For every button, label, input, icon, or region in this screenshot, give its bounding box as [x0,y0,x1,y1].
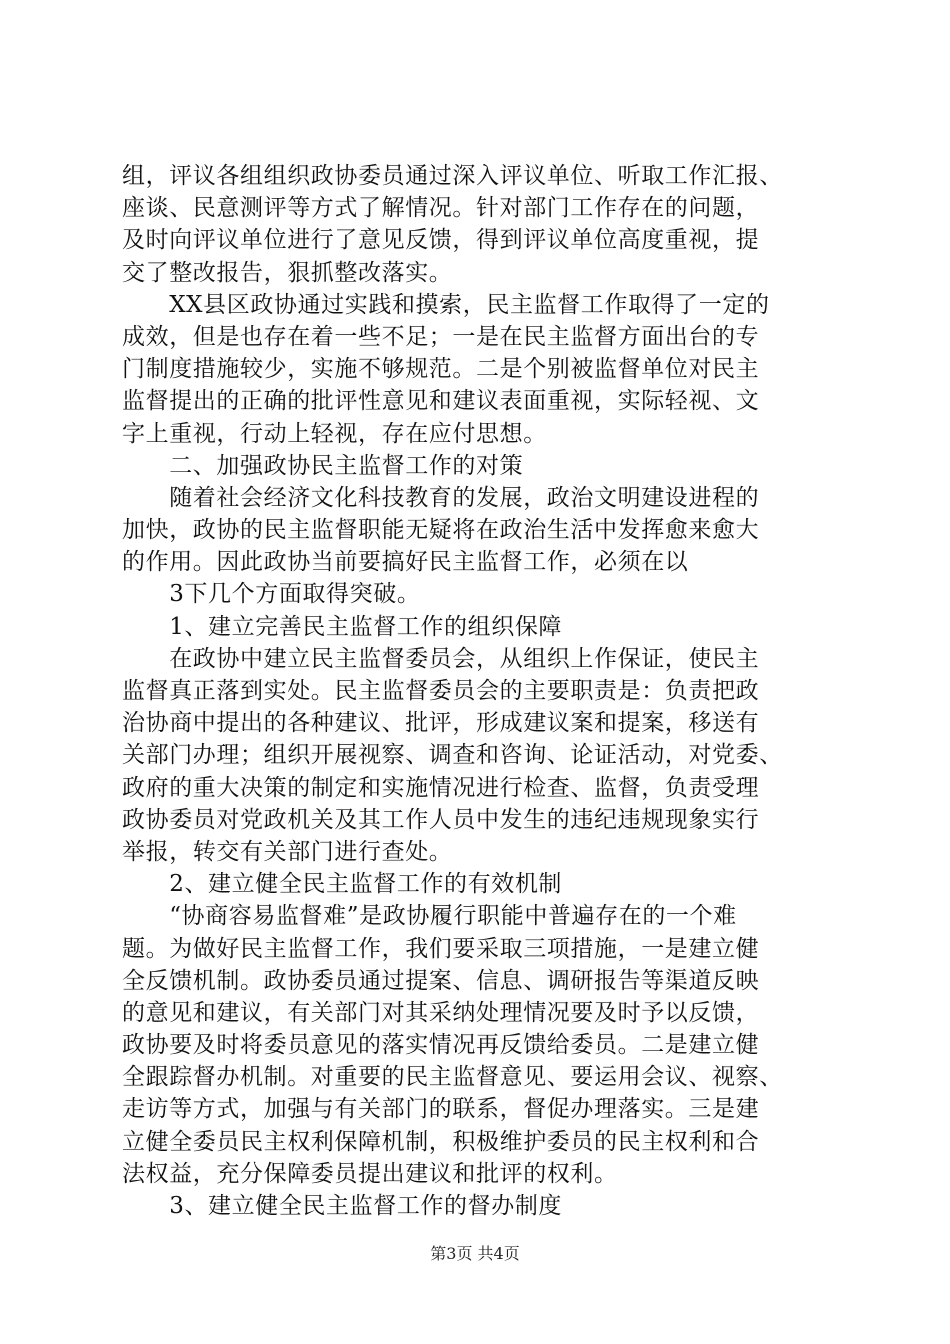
document-body [122,160,834,1222]
text-line: 组，评议各组组织政协委员通过深入评议单位、听取工作汇报、 [122,163,783,189]
text-line: 关部门办理；组织开展视察、调查和咨询、论证活动，对党委、 [122,742,783,769]
text-line: 立健全委员民主权利保障机制，积极维护委员的民主权利和合 [122,1128,760,1155]
text-line: 字上重视，行动上轻视，存在应付思想。 [122,420,547,447]
page-number-footer: 第3页 共4页 [430,1244,520,1263]
text-line: 政府的重大决策的制定和实施情况进行检查、监督，负责受理 [122,774,760,801]
text-line: 及时向评议单位进行了意见反馈，得到评议单位高度重视，提 [122,227,760,254]
text-line: 治协商中提出的各种建议、批评，形成建议案和提案，移送有 [122,710,760,737]
text-line: 监督真正落到实处。民主监督委员会的主要职责是：负责把政 [122,678,760,704]
text-line: 题。为做好民主监督工作，我们要采取三项措施，一是建立健 [122,935,760,962]
subsection-heading: 1、建立完善民主监督工作的组织保障 [122,613,563,640]
text-line: XX县区政协通过实践和摸索，民主监督工作取得了一定的 [122,291,770,318]
text-line: 在政协中建立民主监督委员会，从组织上作保证，使民主 [122,645,760,672]
text-line: 政协要及时将委员意见的落实情况再反馈给委员。二是建立健 [122,1032,760,1059]
text-line: 举报，转交有关部门进行查处。 [122,838,453,865]
text-line: 的作用。因此政协当前要搞好民主监督工作，必须在以 [122,549,689,576]
text-line: 的意见和建议，有关部门对其采纳处理情况要及时予以反馈， [122,999,760,1026]
subsection-heading: 2、建立健全民主监督工作的有效机制 [122,871,563,898]
text-line: 走访等方式，加强与有关部门的联系，督促办理落实。三是建 [122,1096,760,1123]
text-line: 全跟踪督办机制。对重要的民主监督意见、要运用会议、视察、 [122,1064,783,1091]
text-line: 全反馈机制。政协委员通过提案、信息、调研报告等渠道反映 [122,967,760,994]
section-heading: 二、加强政协民主监督工作的对策 [122,452,524,479]
text-line: 随着社会经济文化科技教育的发展，政治文明建设进程的 [122,484,760,511]
subsection-heading: 3、建立健全民主监督工作的督办制度 [122,1193,563,1219]
text-line: 3下几个方面取得突破。 [122,581,421,608]
text-line: 成效，但是也存在着一些不足；一是在民主监督方面出台的专 [122,323,760,350]
text-line: 法权益，充分保障委员提出建议和批评的权利。 [122,1160,618,1187]
text-line: 座谈、民意测评等方式了解情况。针对部门工作存在的问题， [122,195,760,222]
text-line: 交了整改报告，狠抓整改落实。 [122,259,453,286]
text-line: 门制度措施较少，实施不够规范。二是个别被监督单位对民主 [122,356,760,383]
text-line: 加快，政协的民主监督职能无疑将在政治生活中发挥愈来愈大 [122,517,760,544]
text-line: “协商容易监督难”是政协履行职能中普遍存在的一个难 [122,903,737,930]
text-line: 政协委员对党政机关及其工作人员中发生的违纪违规现象实行 [122,806,760,833]
text-line: 监督提出的正确的批评性意见和建议表面重视，实际轻视、文 [122,388,760,415]
